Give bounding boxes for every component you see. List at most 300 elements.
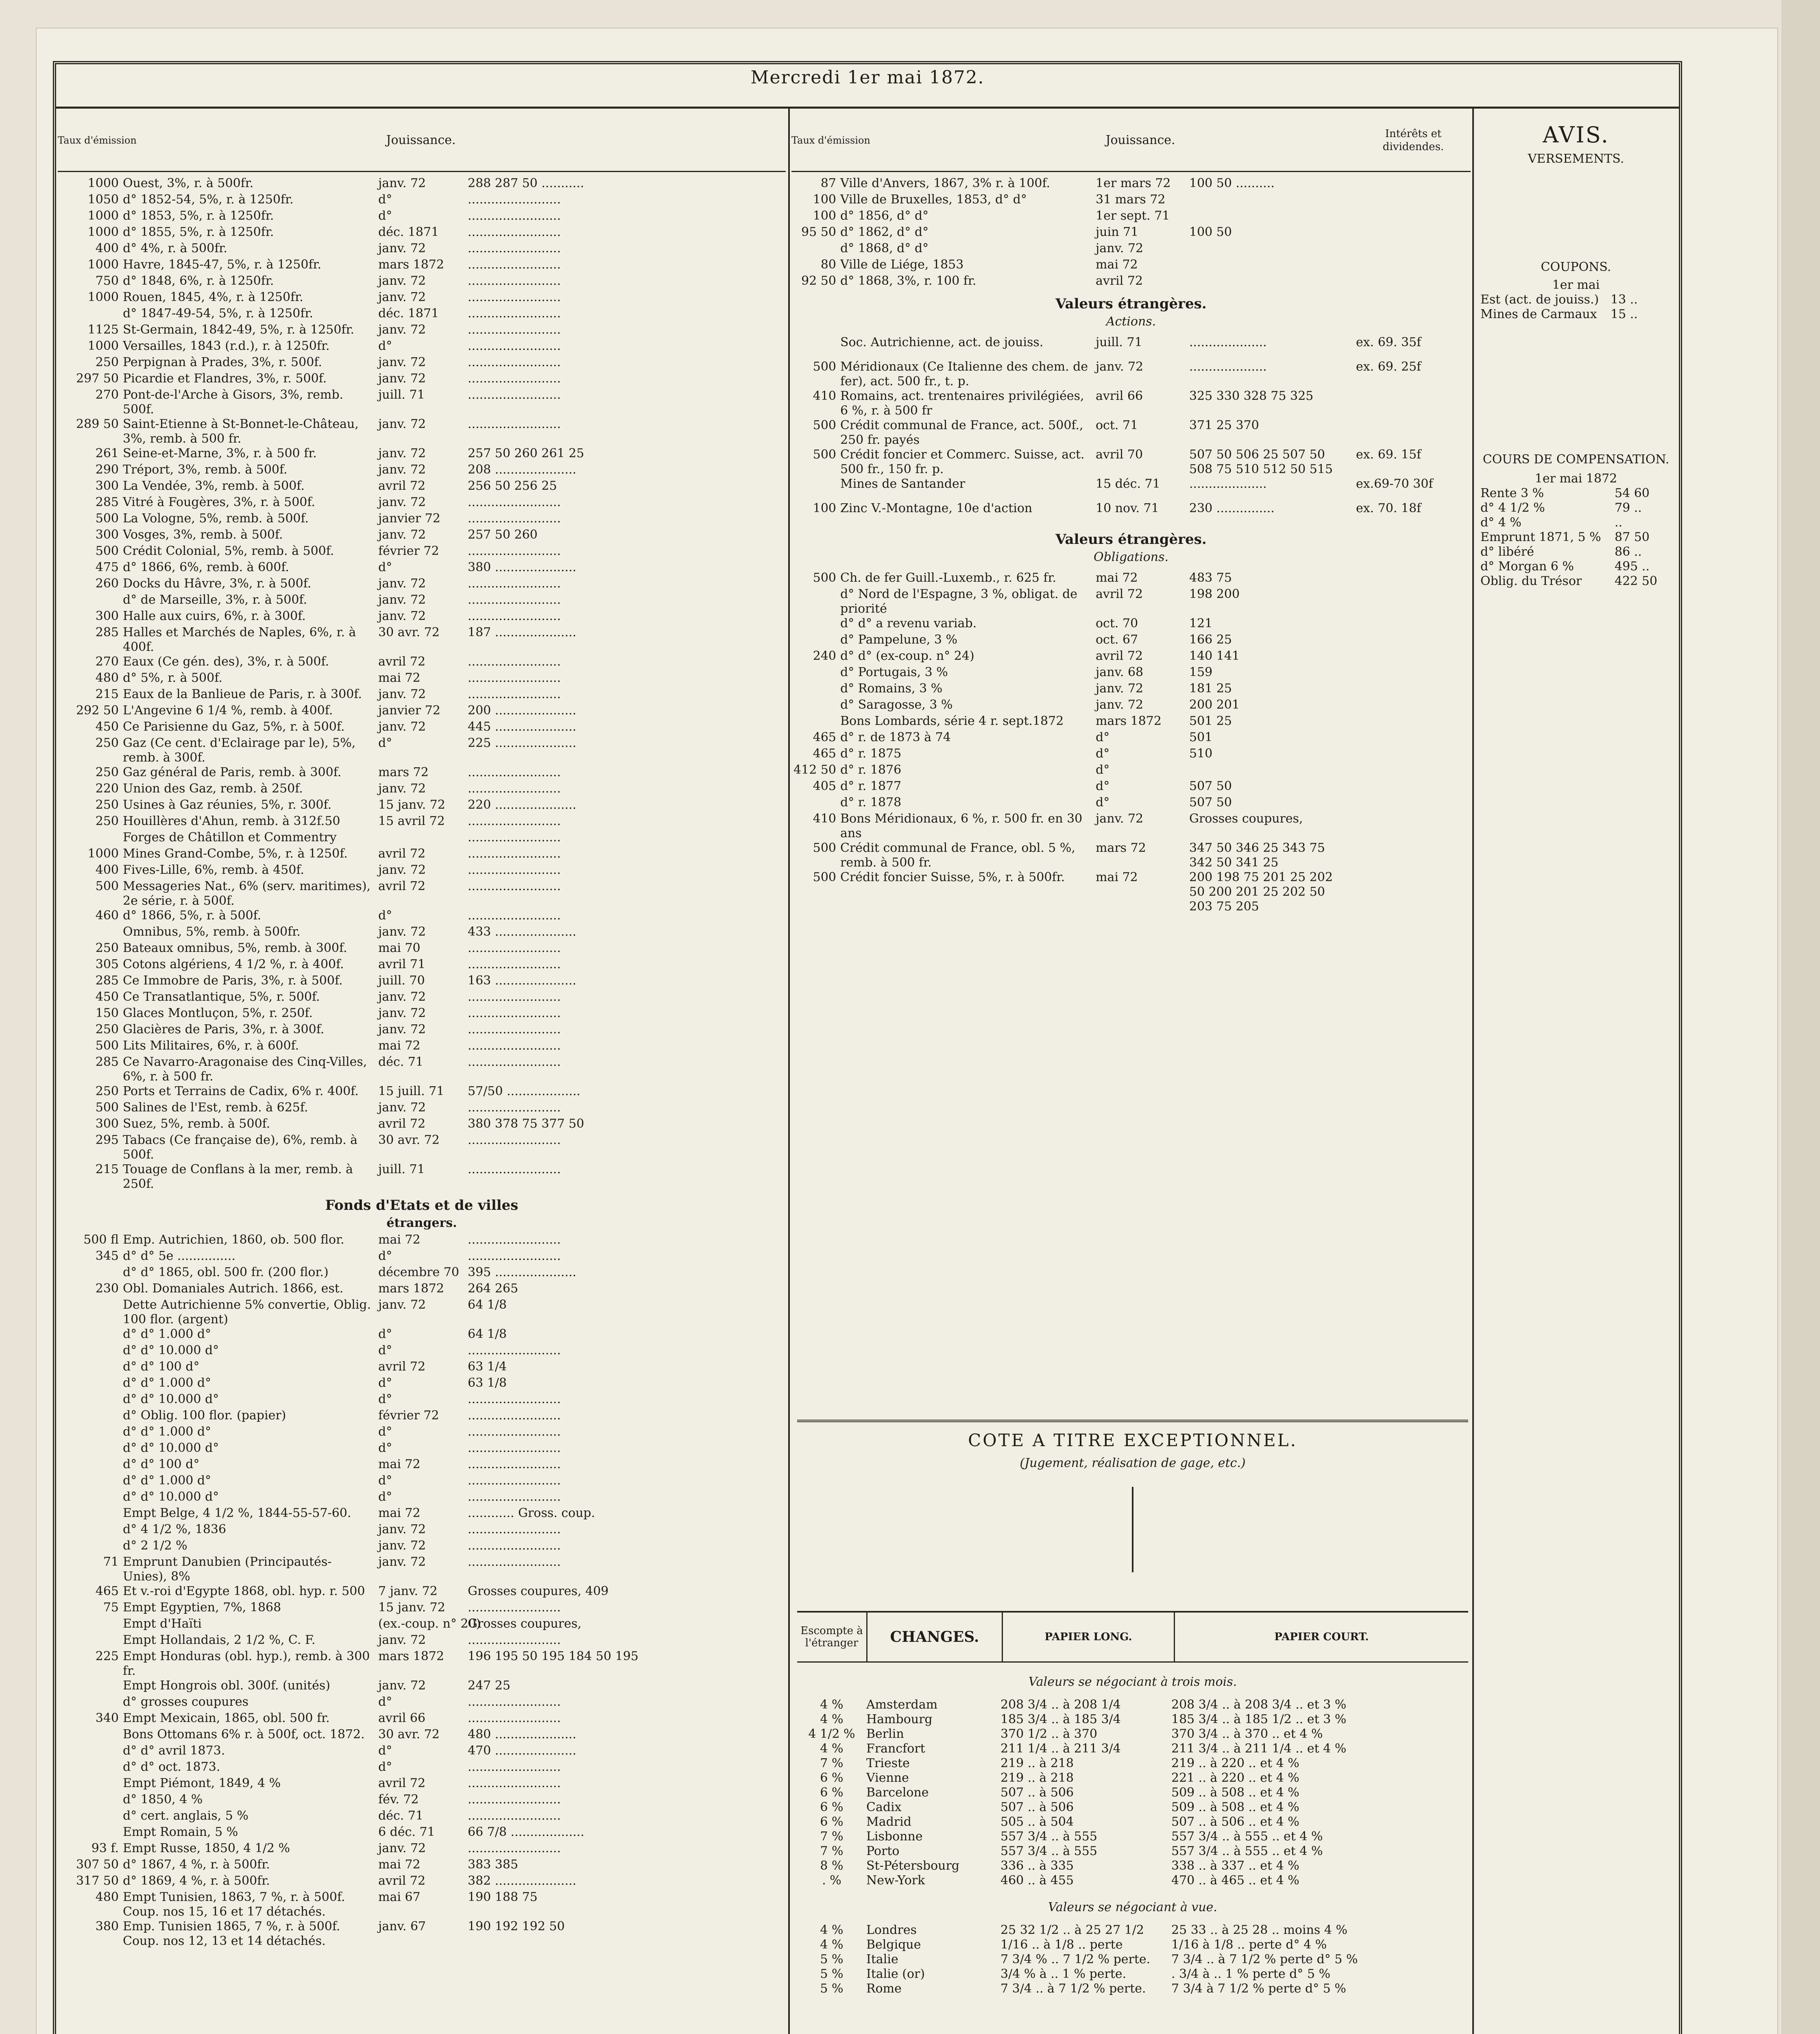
- jouissance-date: mai 72: [378, 1457, 421, 1471]
- jouissance-date: d°: [378, 1392, 392, 1406]
- security-name: d° d° 100 d°: [123, 1457, 200, 1471]
- list-item: [58, 258, 786, 274]
- jouissance-date: février 72: [378, 544, 439, 558]
- list-item: [58, 847, 786, 863]
- table-row: [797, 1982, 1468, 1996]
- interets-header: Intérêts et dividendes.: [1382, 128, 1444, 153]
- list-item: [58, 1857, 786, 1874]
- jouissance-date: 15 janv. 72: [378, 1600, 445, 1615]
- jouissance-date: janv. 72: [378, 781, 426, 796]
- quoted-price: 190 192 192 50: [468, 1919, 565, 1934]
- security-name: d° 1866, 6%, remb. à 600f.: [123, 560, 289, 574]
- list-item: [58, 625, 786, 655]
- security-name: d° d° (ex-coup. n° 24): [840, 649, 974, 663]
- security-name: d° d° 10.000 d°: [123, 1392, 219, 1406]
- security-name: d° Oblig. 100 flor. (papier): [123, 1408, 286, 1423]
- jouissance-date: mars 1872: [378, 1649, 444, 1663]
- papier-court-value: 219 .. à 220 .. et 4 %: [1171, 1756, 1299, 1770]
- security-name: Cotons algériens, 4 1/2 %, r. à 400f.: [123, 957, 344, 971]
- change-place: Vienne: [866, 1771, 909, 1785]
- security-name: d° Nord de l'Espagne, 3 %, obligat. de priorité: [840, 587, 1078, 616]
- list-item: [791, 714, 1471, 730]
- security-name: Ch. de fer Guill.-Luxemb., r. 625 fr.: [840, 571, 1057, 585]
- list-item: [58, 1792, 786, 1809]
- taux-header: Taux d'émission: [58, 135, 137, 146]
- jouissance-date: juill. 71: [1096, 335, 1142, 349]
- change-place: Rome: [866, 1982, 902, 1996]
- jouissance-date: mai 67: [378, 1890, 421, 1904]
- security-name: d° cert. anglais, 5 %: [123, 1809, 248, 1823]
- quoted-price: 200 201: [1189, 698, 1240, 712]
- security-name: Mines Grand-Combe, 5%, r. à 1250f.: [123, 847, 348, 861]
- cours-title: COURS DE COMPENSATION.: [1482, 452, 1670, 467]
- quoted-price: ........................: [468, 1473, 561, 1488]
- list-item: [791, 209, 1471, 225]
- jouissance-date: d°: [378, 1441, 392, 1455]
- fonds-title: Fonds d'Etats et de villes: [325, 1197, 519, 1213]
- security-name: d° 1868, 3%, r. 100 fr.: [840, 274, 976, 288]
- quoted-price: ........................: [468, 1695, 561, 1709]
- list-item: [58, 1584, 786, 1600]
- security-name: St-Germain, 1842-49, 5%, r. à 1250fr.: [123, 323, 355, 337]
- list-item: [58, 863, 786, 879]
- jouissance-date: janv. 72: [378, 371, 426, 386]
- emission-rate: 500: [813, 360, 836, 374]
- jouissance-date: janv. 72: [378, 463, 426, 477]
- security-name: Bons Ottomans 6% r. à 500f, oct. 1872.: [123, 1727, 365, 1742]
- emission-rate: 270: [95, 388, 119, 402]
- security-name: Soc. Autrichienne, act. de jouiss.: [840, 335, 1044, 349]
- jouissance-date: janv. 72: [1096, 681, 1144, 696]
- security-name: d° d° 10.000 d°: [123, 1441, 219, 1455]
- jouissance-date: 1er sept. 71: [1096, 209, 1170, 223]
- jouissance-date: déc. 1871: [378, 306, 439, 321]
- jouissance-date: mars 1872: [1096, 714, 1162, 728]
- security-name: d° d° 1.000 d°: [123, 1376, 211, 1390]
- quoted-price: ........................: [468, 671, 561, 685]
- quoted-price: ........................: [468, 1555, 561, 1569]
- jouissance-date: d°: [378, 339, 392, 353]
- item-name: Est (act. de jouiss.): [1480, 292, 1599, 307]
- security-name: Ce Parisienne du Gaz, 5%, r. à 500f.: [123, 720, 345, 734]
- change-place: Trieste: [866, 1756, 910, 1770]
- jouissance-date: janv. 72: [378, 925, 426, 939]
- emission-rate: 450: [95, 720, 119, 734]
- jouissance-date: mai 72: [1096, 870, 1138, 884]
- jouissance-date: (ex.-coup. n° 20): [378, 1617, 481, 1631]
- list-item: [58, 798, 786, 814]
- list-item: [1480, 292, 1672, 307]
- table-row: [797, 1800, 1468, 1815]
- right-column: [1476, 122, 1676, 2034]
- emission-rate: 465: [813, 730, 836, 744]
- emission-rate: 1000: [87, 225, 119, 239]
- emission-rate: 317 50: [76, 1874, 119, 1888]
- emission-rate: 1000: [87, 209, 119, 223]
- quoted-price: ........................: [468, 417, 561, 431]
- security-name: Picardie et Flandres, 3%, r. 500f.: [123, 371, 327, 386]
- table-row: [797, 1727, 1468, 1742]
- security-name: d° 1852-54, 5%, r. à 1250fr.: [123, 192, 294, 207]
- list-item: [58, 511, 786, 528]
- quoted-price: ........................: [468, 655, 561, 669]
- quoted-price: ........................: [468, 990, 561, 1004]
- jouissance-date: janv. 72: [1096, 241, 1144, 255]
- list-item: [58, 1376, 786, 1392]
- papier-court-value: 7 3/4 à 7 1/2 % perte d° 5 %: [1171, 1982, 1346, 1996]
- security-name: Empt Egyptien, 7%, 1868: [123, 1600, 281, 1615]
- page-date: Mercredi 1er mai 1872.: [750, 67, 985, 88]
- security-name: Eaux de la Banlieue de Paris, r. à 300f.: [123, 687, 362, 701]
- papier-long-value: 7 3/4 .. à 7 1/2 % perte.: [1000, 1982, 1146, 1996]
- list-item: [58, 446, 786, 463]
- security-name: Havre, 1845-47, 5%, r. à 1250fr.: [123, 258, 322, 272]
- quoted-price: Grosses coupures,: [468, 1617, 582, 1631]
- jouissance-date: mars 72: [378, 765, 429, 779]
- list-item: [58, 355, 786, 371]
- security-name: Omnibus, 5%, remb. à 500fr.: [123, 925, 301, 939]
- list-item: [791, 258, 1471, 274]
- papier-long-value: 370 1/2 .. à 370: [1000, 1727, 1097, 1741]
- emission-rate: 1000: [87, 258, 119, 272]
- jouissance-date: d°: [378, 192, 392, 207]
- quoted-price: 220 .....................: [468, 798, 577, 812]
- jouissance-date: d°: [1096, 746, 1110, 761]
- jouissance-date: janv. 72: [378, 990, 426, 1004]
- jouissance-date: janv. 72: [378, 176, 426, 190]
- jouissance-date: 7 janv. 72: [378, 1584, 438, 1598]
- table-row: [797, 1742, 1468, 1756]
- jouissance-date: janvier 72: [378, 703, 440, 718]
- jouissance-date: janv. 72: [378, 290, 426, 304]
- jouissance-date: janv. 72: [1096, 812, 1144, 826]
- jouissance-date: d°: [378, 1343, 392, 1357]
- security-name: Obl. Domaniales Autrich. 1866, est.: [123, 1281, 344, 1296]
- left-column: [58, 110, 786, 2034]
- papier-court-value: 470 .. à 465 .. et 4 %: [1171, 1873, 1299, 1888]
- list-item: [1480, 501, 1672, 515]
- emission-rate: 230: [95, 1281, 119, 1296]
- papier-long-value: 219 .. à 218: [1000, 1771, 1074, 1785]
- dividend: ex. 70. 18f: [1356, 501, 1421, 515]
- emission-rate: 1050: [87, 192, 119, 207]
- security-name: La Vologne, 5%, remb. à 500f.: [123, 511, 309, 526]
- quoted-price: ........................: [468, 1408, 561, 1423]
- escompte-rate: 4 %: [820, 1712, 844, 1726]
- oblig-subtitle: Obligations.: [1093, 550, 1169, 564]
- security-name: Lits Militaires, 6%, r. à 600f.: [123, 1039, 299, 1053]
- list-item: [58, 495, 786, 511]
- list-item: [58, 1084, 786, 1100]
- jouissance-date: mai 72: [378, 671, 421, 685]
- quoted-price: ........................: [468, 1055, 561, 1069]
- security-name: Forges de Châtillon et Commentry: [123, 830, 337, 845]
- list-item: [58, 990, 786, 1006]
- jouissance-date: d°: [378, 1249, 392, 1263]
- security-name: d° d° oct. 1873.: [123, 1760, 220, 1774]
- jouissance-date: 31 mars 72: [1096, 192, 1166, 207]
- list-item: [58, 176, 786, 192]
- papier-court-value: . 3/4 à .. 1 % perte d° 5 %: [1171, 1967, 1331, 1981]
- jouissance-date: janv. 72: [378, 1841, 426, 1855]
- table-row: [797, 1844, 1468, 1859]
- quoted-price: ........................: [468, 908, 561, 923]
- emission-rate: 95 50: [801, 225, 836, 239]
- security-name: d° Portugais, 3 %: [840, 665, 948, 679]
- jouissance-date: d°: [378, 1744, 392, 1758]
- quoted-price: ........................: [468, 323, 561, 337]
- quoted-price: ....................: [1189, 360, 1267, 374]
- emission-rate: 100: [813, 192, 836, 207]
- security-name: Bons Lombards, série 4 r. sept.1872: [840, 714, 1064, 728]
- security-name: Zinc V.-Montagne, 10e d'action: [840, 501, 1033, 515]
- avis-title: AVIS.: [1543, 122, 1609, 148]
- security-name: Glacières de Paris, 3%, r. à 300f.: [123, 1022, 325, 1037]
- list-item: [58, 306, 786, 323]
- page-edge: [1781, 0, 1820, 2034]
- item-name: d° libéré: [1480, 545, 1534, 559]
- quoted-price: 347 50 346 25 343 75 342 50 341 25: [1189, 841, 1325, 870]
- list-item: [58, 1490, 786, 1506]
- security-name: Ville d'Anvers, 1867, 3% r. à 100f.: [840, 176, 1051, 190]
- security-name: d° 4%, r. à 500fr.: [123, 241, 227, 255]
- actions-subtitle: Actions.: [1106, 314, 1156, 329]
- jouissance-date: janv. 72: [378, 1022, 426, 1037]
- security-name: d° 1862, d° d°: [840, 225, 929, 239]
- security-name: Docks du Hâvre, 3%, r. à 500f.: [123, 576, 312, 591]
- list-item: [791, 360, 1471, 389]
- list-item: [791, 477, 1471, 501]
- list-item: [58, 1522, 786, 1539]
- security-name: d° 1869, 4 %, r. à 500fr.: [123, 1874, 270, 1888]
- emission-rate: 100: [813, 209, 836, 223]
- escompte-rate: 6 %: [820, 1771, 844, 1785]
- quoted-price: ........................: [468, 339, 561, 353]
- list-item: [58, 1133, 786, 1162]
- actions-title: Valeurs étrangères.: [1055, 296, 1207, 312]
- papier-court-value: 221 .. à 220 .. et 4 %: [1171, 1771, 1299, 1785]
- security-name: Saint-Etienne à St-Bonnet-le-Château, 3%, remb. à 500 fr.: [123, 417, 359, 446]
- dividend: ex. 69. 35f: [1356, 335, 1421, 349]
- jouissance-date: janv. 72: [378, 1522, 426, 1536]
- security-name: Romains, act. trentenaires privilégiées, 6 %, r. à 500 fr: [840, 389, 1084, 418]
- quoted-price: 200 198 75 201 25 202 50 200 201 25 202 50 203 75 205: [1189, 870, 1333, 914]
- security-name: d° d° 10.000 d°: [123, 1490, 219, 1504]
- list-item: [58, 1919, 786, 1949]
- papier-long-value: 7 3/4 % .. 7 1/2 % perte.: [1000, 1952, 1151, 1966]
- jouissance-date: avril 66: [378, 1711, 426, 1725]
- emission-rate: 300: [95, 1117, 119, 1131]
- quoted-price: ........................: [468, 544, 561, 558]
- left-header: [58, 110, 786, 172]
- escompte-rate: 4 %: [820, 1742, 844, 1756]
- quoted-price: 380 .....................: [468, 560, 577, 574]
- cours-date: 1er mai 1872: [1534, 471, 1617, 486]
- table-row: [797, 1859, 1468, 1873]
- quoted-price: Grosses coupures, 409: [468, 1584, 609, 1598]
- quoted-price: ........................: [468, 879, 561, 893]
- emission-rate: 250: [95, 765, 119, 779]
- list-item: [791, 447, 1471, 477]
- quoted-price: ........................: [468, 814, 561, 828]
- emission-rate: 260: [95, 576, 119, 591]
- table-row: [797, 1967, 1468, 1982]
- cote-block: [797, 1420, 1468, 1589]
- quoted-price: ........................: [468, 941, 561, 955]
- list-item: [791, 665, 1471, 681]
- quoted-price: 63 1/8: [468, 1376, 507, 1390]
- escompte-rate: 7 %: [820, 1829, 844, 1844]
- list-item: [58, 339, 786, 355]
- list-item: [58, 1874, 786, 1890]
- quoted-price: ........................: [468, 1249, 561, 1263]
- security-name: La Vendée, 3%, remb. à 500f.: [123, 479, 305, 493]
- security-name: Empt Tunisien, 1863, 7 %, r. à 500f. Coup. nos 15, 16 et 17 détachés.: [123, 1890, 345, 1919]
- quoted-price: 264 265: [468, 1281, 519, 1296]
- security-name: Salines de l'Est, remb. à 625f.: [123, 1100, 308, 1115]
- fonds-rows: [58, 1233, 786, 1949]
- papier-court-value: 557 3/4 .. à 555 .. et 4 %: [1171, 1844, 1323, 1858]
- emission-rate: 300: [95, 609, 119, 623]
- item-value: 79 ..: [1615, 501, 1642, 515]
- security-name: L'Angevine 6 1/4 %, remb. à 400f.: [123, 703, 333, 718]
- papier-court-header: PAPIER COURT.: [1174, 1613, 1468, 1661]
- security-name: Gaz (Ce cent. d'Eclairage par le), 5%, remb. à 300f.: [123, 736, 356, 765]
- table-row: [797, 1923, 1468, 1938]
- jouissance-date: janv. 72: [378, 593, 426, 607]
- list-item: [58, 1617, 786, 1633]
- security-name: d° d° 1.000 d°: [123, 1473, 211, 1488]
- emission-rate: 500: [813, 418, 836, 432]
- quoted-price: 501 25: [1189, 714, 1232, 728]
- quoted-price: 100 50: [1189, 225, 1232, 239]
- list-item: [58, 957, 786, 973]
- list-item: [791, 571, 1471, 587]
- emission-rate: 480: [95, 1890, 119, 1904]
- jouissance-date: janvier 72: [378, 511, 440, 526]
- list-item: [58, 925, 786, 941]
- jouissance-date: d°: [378, 560, 392, 574]
- jouissance-date: d°: [378, 1490, 392, 1504]
- jouissance-date: janv. 67: [378, 1919, 426, 1934]
- papier-long-value: 25 32 1/2 .. à 25 27 1/2: [1000, 1923, 1144, 1937]
- list-item: [58, 1360, 786, 1376]
- emission-rate: 215: [95, 1162, 119, 1176]
- security-name: d° grosses coupures: [123, 1695, 249, 1709]
- emission-rate: 225: [95, 1649, 119, 1663]
- papier-long-value: 505 .. à 504: [1000, 1815, 1074, 1829]
- security-name: d° 1856, d° d°: [840, 209, 929, 223]
- table-row: [797, 1756, 1468, 1771]
- jouissance-date: d°: [378, 1473, 392, 1488]
- quoted-price: 166 25: [1189, 633, 1232, 647]
- security-name: Tréport, 3%, remb. à 500f.: [123, 463, 288, 477]
- escompte-rate: 6 %: [820, 1815, 844, 1829]
- security-name: Vosges, 3%, remb. à 500f.: [123, 528, 283, 542]
- jouissance-date: déc. 71: [378, 1809, 424, 1823]
- quoted-price: 121: [1189, 616, 1213, 631]
- list-item: [58, 1825, 786, 1841]
- emission-rate: 100: [813, 501, 836, 515]
- security-name: Bateaux omnibus, 5%, remb. à 300f.: [123, 941, 347, 955]
- list-item: [58, 1633, 786, 1649]
- emission-rate: 465: [813, 746, 836, 761]
- emission-rate: 250: [95, 736, 119, 750]
- papier-long-value: 1/16 .. à 1/8 .. perte: [1000, 1938, 1123, 1952]
- coupons-date: 1er mai: [1552, 278, 1600, 292]
- security-name: Empt Russe, 1850, 4 1/2 %: [123, 1841, 290, 1855]
- security-name: Ville de Liége, 1853: [840, 258, 964, 272]
- emission-rate: 1000: [87, 290, 119, 304]
- papier-court-value: 509 .. à 508 .. et 4 %: [1171, 1785, 1299, 1800]
- emission-rate: 250: [95, 355, 119, 369]
- quoted-price: ........................: [468, 576, 561, 591]
- emission-rate: 261: [95, 446, 119, 460]
- changes-rows-vue: [797, 1923, 1468, 1996]
- jouissance-date: déc. 71: [378, 1055, 424, 1069]
- escompte-rate: 6 %: [820, 1800, 844, 1814]
- jouissance-date: 30 avr. 72: [378, 1133, 440, 1147]
- quoted-price: ........................: [468, 495, 561, 509]
- jouissance-date: janv. 72: [378, 687, 426, 701]
- security-name: Mines de Santander: [840, 477, 966, 491]
- jouissance-date: janv. 72: [378, 495, 426, 509]
- jouissance-date: janv. 72: [378, 355, 426, 369]
- jouissance-date: avril 70: [1096, 447, 1143, 462]
- papier-court-value: 557 3/4 .. à 555 .. et 4 %: [1171, 1829, 1323, 1844]
- emission-rate: 285: [95, 973, 119, 988]
- jouissance-date: février 72: [378, 1408, 439, 1423]
- quoted-price: 395 .....................: [468, 1265, 577, 1279]
- emission-rate: 80: [820, 258, 836, 272]
- jouissance-date: 6 déc. 71: [378, 1825, 435, 1839]
- quoted-price: 510: [1189, 746, 1213, 761]
- item-value: 54 60: [1615, 486, 1650, 500]
- quoted-price: 64 1/8: [468, 1298, 507, 1312]
- quoted-price: ........................: [468, 355, 561, 369]
- quoted-price: ........................: [468, 1522, 561, 1536]
- item-name: Mines de Carmaux: [1480, 307, 1597, 321]
- papier-long-value: 557 3/4 .. à 555: [1000, 1844, 1097, 1858]
- quoted-price: ........................: [468, 687, 561, 701]
- emission-rate: 405: [813, 779, 836, 793]
- list-item: [58, 1022, 786, 1039]
- emission-rate: 297 50: [76, 371, 119, 386]
- security-name: Emp. Autrichien, 1860, ob. 500 flor.: [123, 1233, 344, 1247]
- security-name: Crédit Colonial, 5%, remb. à 500f.: [123, 544, 334, 558]
- quoted-price: ........................: [468, 511, 561, 526]
- security-name: d° Saragosse, 3 %: [840, 698, 953, 712]
- emission-rate: 71: [103, 1555, 119, 1569]
- jouissance-date: mai 72: [1096, 571, 1138, 585]
- jouissance-date: janv. 72: [378, 323, 426, 337]
- emission-rate: 380: [95, 1919, 119, 1934]
- papier-court-value: 507 .. à 506 .. et 4 %: [1171, 1815, 1299, 1829]
- emission-rate: 340: [95, 1711, 119, 1725]
- escompte-rate: 4 %: [820, 1698, 844, 1712]
- papier-court-value: 185 3/4 .. à 185 1/2 .. et 3 %: [1171, 1712, 1347, 1726]
- security-name: d° d° 1865, obl. 500 fr. (200 flor.): [123, 1265, 329, 1279]
- security-name: Suez, 5%, remb. à 500f.: [123, 1117, 270, 1131]
- jouissance-date: janv. 72: [378, 446, 426, 460]
- list-item: [58, 1425, 786, 1441]
- security-name: Touage de Conflans à la mer, remb. à 250f.: [123, 1162, 353, 1191]
- security-name: d° d° 100 d°: [123, 1360, 200, 1374]
- papier-long-value: 3/4 % à .. 1 % perte.: [1000, 1967, 1127, 1981]
- list-item: [58, 1539, 786, 1555]
- list-item: [58, 720, 786, 736]
- security-name: Versailles, 1843 (r.d.), r. à 1250fr.: [123, 339, 330, 353]
